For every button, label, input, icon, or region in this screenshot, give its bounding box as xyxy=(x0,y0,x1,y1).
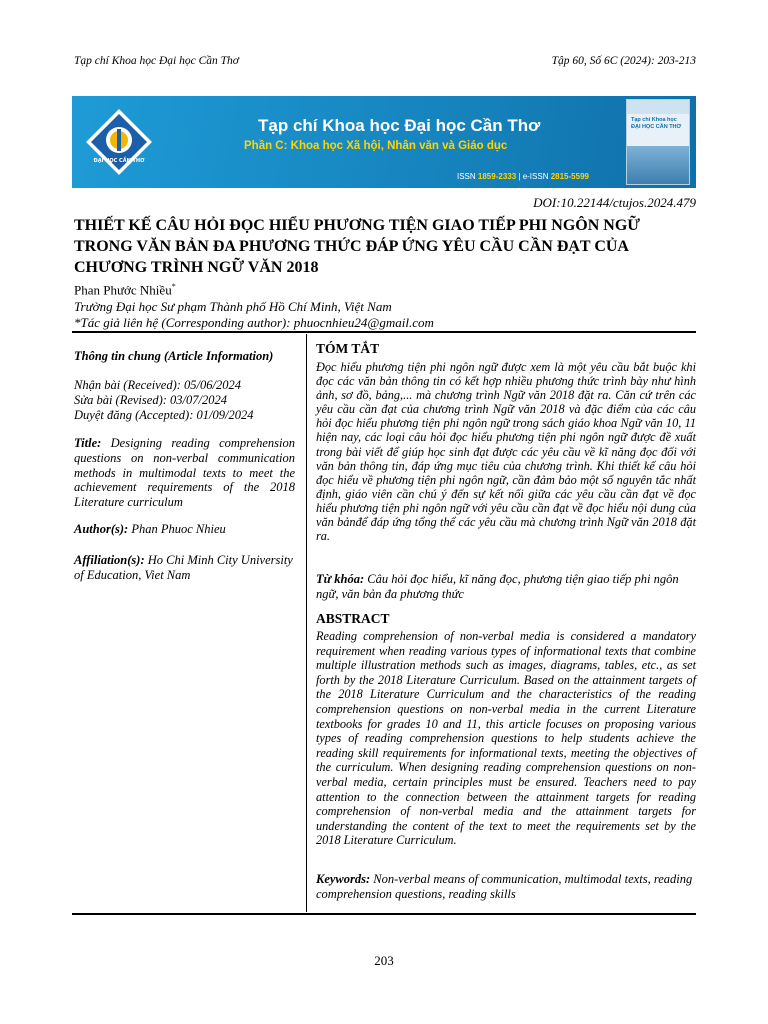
top-rule xyxy=(72,331,696,333)
banner-title: Tạp chí Khoa học Đại học Cần Thơ xyxy=(258,116,541,135)
eissn-label: | e-ISSN xyxy=(516,172,551,181)
author-name xyxy=(74,282,176,298)
english-affiliation-label: Affiliation(s): xyxy=(74,553,145,567)
journal-cover-thumbnail xyxy=(626,99,690,185)
bottom-rule xyxy=(72,913,696,915)
cover-title: Tạp chí Khoa học ĐẠI HỌC CẦN THƠ xyxy=(631,117,682,130)
author-name-text: Phan Phước Nhiều xyxy=(74,282,172,298)
abstract-body: Reading comprehension of non-verbal media is considered a mandatory requirement when reading various types of informational texts that combine multiple illustration methods such as images, diagrams, tables, etc., as set forth by the 2018 Literature Curriculum. Based on the attainment targets of the 2018 Literature Curriculum and the characteristics of the reading comprehension questions on non-verbal media in the current Literature textbooks for grades 10 and 11, this article focuses on proposing various types of reading comprehension questions to help students achieve the reading skill requirements for informational texts, meeting the objectives of the curriculum. When designing reading comprehension questions on non-verbal media, certain principles must be ensured. Teachers need to pay attention to the connection between the attainment targets for reading comprehension of non-verbal media and the attainment targets for understanding the content of the text to meet the requirements set by the 2018 Literature Curriculum. xyxy=(316,629,696,848)
banner-subtitle: Phần C: Khoa học Xã hội, Nhân văn và Giáo dục xyxy=(244,140,508,152)
english-title-block xyxy=(74,436,295,510)
english-affiliation-block xyxy=(74,553,295,583)
tomtat-heading: TÓM TẮT xyxy=(316,341,380,356)
running-header-journal: Tạp chí Khoa học Đại học Cần Thơ xyxy=(74,55,239,67)
banner-issn xyxy=(457,172,589,181)
vietnamese-keywords-label: Từ khóa: xyxy=(316,572,365,586)
author-mark: * xyxy=(171,282,176,291)
tomtat-body: Đọc hiểu phương tiện phi ngôn ngữ được xem là một yêu cầu bắt buộc khi đọc các văn bản thông tin có kết hợp nhiều phương thức trình bày như hình ảnh, sơ đồ, bảng,... mà chương trình Ngữ văn 2018 đặt ra. Căn cứ trên các yêu cầu cần đạt của chương trình Ngữ văn 2018 và đặc điểm của các câu hỏi đọc hiểu phương tiện phi ngôn ngữ trong sách giáo khoa Ngữ văn 10, 11 hiện nay, các loại câu hỏi đọc hiểu phương tiện phi ngôn ngữ được đề xuất trong bài viết để giúp học sinh đạt được các yêu cầu về kĩ năng đọc đối với văn bản thông tin, đáp ứng mục tiêu của chương trình. Khi thiết kế câu hỏi đọc hiểu về phương tiện phi ngôn ngữ, cần đảm bảo một số nguyên tắc nhất định, giáo viên cần chú ý đến sự kết nối giữa các yêu cầu cần đạt về đọc hiểu phương tiện phi ngôn ngữ với yêu cầu cần đạt về đọc hiểu nội dung của văn bảnđể đáp ứng tổng thể các yêu cầu mà chương trình Ngữ văn 2018 đặt ra. xyxy=(316,360,696,544)
accepted-date: Duyệt đăng (Accepted): 01/09/2024 xyxy=(74,408,254,422)
running-header-volume: Tập 60, Số 6C (2024): 203-213 xyxy=(551,55,696,67)
english-title-label: Title: xyxy=(74,436,102,450)
university-logo-icon xyxy=(84,107,154,177)
english-affiliation-text: Ho Chi Minh City University of Education, Viet Nam xyxy=(74,553,293,582)
page-number: 203 xyxy=(374,953,394,968)
english-author-label: Author(s): xyxy=(74,522,129,536)
abstract-heading: ABSTRACT xyxy=(316,611,390,626)
eissn-value: 2815-5599 xyxy=(550,172,589,181)
issn-label: ISSN xyxy=(457,172,478,181)
cover-band xyxy=(627,100,689,114)
journal-banner xyxy=(72,96,696,188)
logo-text: ĐẠI HỌC CẦN THƠ xyxy=(93,158,145,164)
cover-image xyxy=(627,146,689,184)
issn-value: 1859-2333 xyxy=(477,172,517,181)
english-author-block xyxy=(74,522,295,537)
corresponding-author: *Tác giả liên hệ (Corresponding author): phuocnhieu24@gmail.com xyxy=(74,315,434,330)
english-title-text: Designing reading comprehension questions on non-verbal communication methods in multimodal texts to meet the achievement requirements of the 2018 Literature curriculum xyxy=(74,436,295,510)
doi-link[interactable]: DOI:10.22144/ctujos.2024.479 xyxy=(533,195,696,210)
english-author-text: Phan Phuoc Nhieu xyxy=(128,522,226,536)
article-info-heading: Thông tin chung (Article Information) xyxy=(74,349,274,363)
english-keywords-text: Non-verbal means of communication, multimodal texts, reading comprehension questions, reading skills xyxy=(316,872,693,901)
english-keywords xyxy=(316,872,696,902)
received-date: Nhận bài (Received): 05/06/2024 xyxy=(74,378,241,392)
column-divider xyxy=(306,334,307,912)
paper-title: THIẾT KẾ CÂU HỎI ĐỌC HIỂU PHƯƠNG TIỆN GIAO TIẾP PHI NGÔN NGỮ TRONG VĂN BẢN ĐA PHƯƠNG THỨC ĐÁP ỨNG YÊU CẦU CẦN ĐẠT CỦA CHƯƠNG TRÌNH NGỮ VĂN 2018 xyxy=(74,217,641,276)
vietnamese-keywords-text: Câu hỏi đọc hiểu, kĩ năng đọc, phương tiện giao tiếp phi ngôn ngữ, văn bản đa phương thức xyxy=(316,572,679,601)
english-keywords-label: Keywords: xyxy=(316,872,371,886)
author-affiliation: Trường Đại học Sư phạm Thành phố Hồ Chí Minh, Việt Nam xyxy=(74,299,392,314)
vietnamese-keywords xyxy=(316,572,696,602)
revised-date: Sửa bài (Revised): 03/07/2024 xyxy=(74,393,227,407)
